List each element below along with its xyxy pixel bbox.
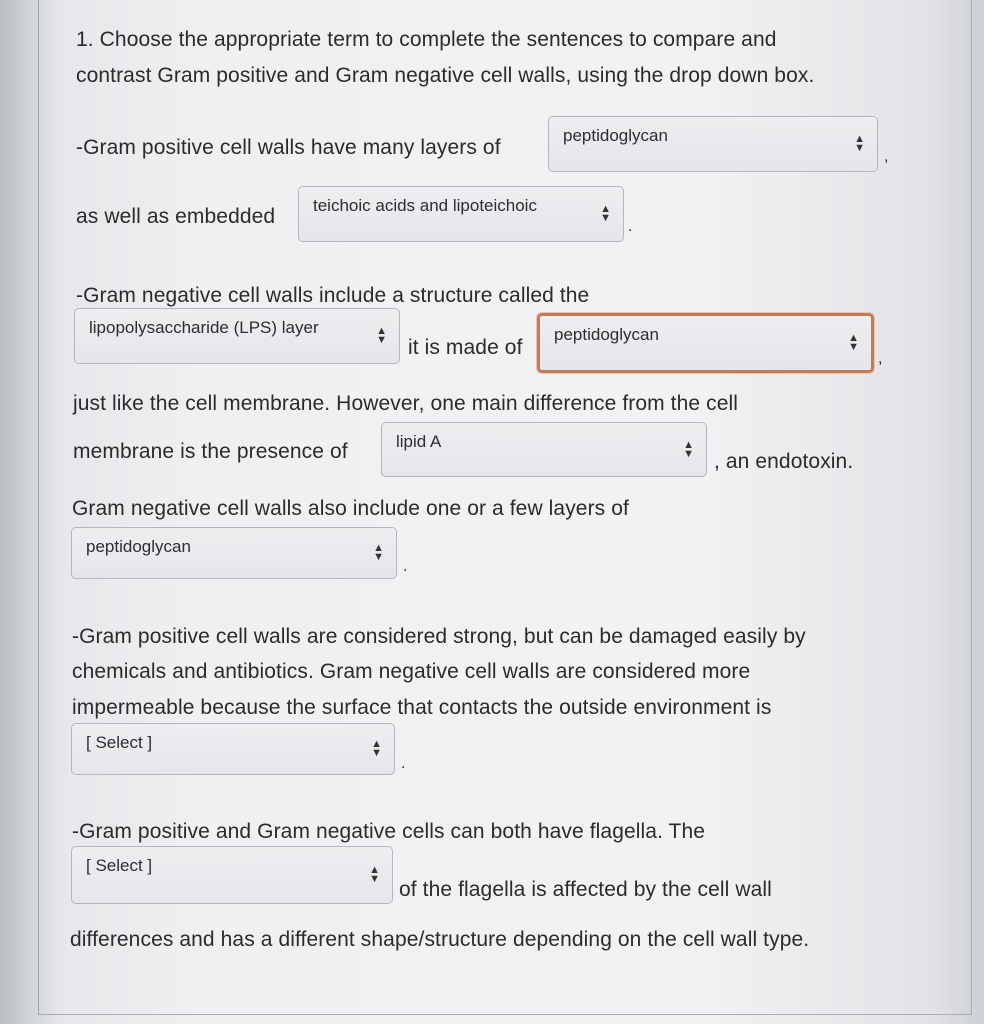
up-down-chevron-icon: ▲ ▼ [600, 203, 611, 224]
comma: , [884, 148, 889, 165]
dropdown-value: [ Select ] [86, 856, 153, 875]
period: . [401, 755, 406, 772]
sentence-2c: just like the cell membrane. However, one main difference from the cell [73, 392, 739, 415]
up-down-chevron-icon: ▲ ▼ [371, 738, 382, 759]
dropdown-endotoxin[interactable] [381, 422, 707, 477]
question-title-line2: contrast Gram positive and Gram negative cell walls, using the drop down box. [76, 64, 815, 87]
up-down-chevron-icon: ▲ ▼ [854, 133, 865, 154]
dropdown-value: peptidoglycan [86, 537, 191, 556]
sentence-1a: -Gram positive cell walls have many layers of [76, 136, 501, 159]
up-down-chevron-icon: ▲ ▼ [369, 864, 380, 885]
sentence-3b: chemicals and antibiotics. Gram negative cell walls are considered more [72, 660, 751, 683]
sentence-2d: membrane is the presence of [73, 440, 348, 463]
sentence-3c: impermeable because the surface that contacts the outside environment is [72, 696, 772, 719]
sentence-4b: of the flagella is affected by the cell wall [399, 878, 772, 901]
dropdown-embedded-acids[interactable] [298, 186, 624, 242]
sentence-2e: , an endotoxin. [714, 450, 854, 473]
up-down-chevron-icon: ▲ ▼ [376, 325, 387, 346]
dropdown-value: lipid A [396, 432, 442, 451]
up-down-chevron-icon: ▲ ▼ [848, 332, 859, 353]
sentence-2f: Gram negative cell walls also include one or a few layers of [72, 497, 629, 520]
sentence-2b: it is made of [408, 336, 523, 359]
sentence-4c: differences and has a different shape/structure depending on the cell wall type. [70, 928, 810, 951]
period: . [628, 218, 633, 235]
up-down-chevron-icon: ▲ ▼ [683, 438, 694, 460]
dropdown-lps-composition[interactable] [537, 313, 874, 373]
dropdown-gram-positive-layers[interactable] [548, 116, 878, 172]
dropdown-value: [ Select ] [86, 733, 153, 752]
sentence-2a: -Gram negative cell walls include a structure called the [76, 284, 590, 307]
dropdown-value: peptidoglycan [563, 126, 668, 145]
sentence-3a: -Gram positive cell walls are considered strong, but can be damaged easily by [72, 625, 806, 648]
comma: , [878, 350, 883, 367]
dropdown-gram-negative-layers[interactable] [71, 527, 397, 579]
sentence-1b: as well as embedded [76, 205, 276, 228]
period: . [403, 558, 408, 575]
dropdown-value: peptidoglycan [554, 325, 659, 344]
dropdown-flagella-part[interactable] [71, 846, 393, 904]
dropdown-value: lipopolysaccharide (LPS) layer [89, 318, 319, 337]
up-down-chevron-icon: ▲ ▼ [373, 542, 384, 563]
question-title-line1: 1. Choose the appropriate term to complete the sentences to compare and [76, 28, 777, 51]
dropdown-outer-surface[interactable] [71, 723, 395, 775]
dropdown-gram-negative-structure[interactable] [74, 308, 400, 364]
sentence-4a: -Gram positive and Gram negative cells can both have flagella. The [72, 820, 706, 843]
dropdown-value: teichoic acids and lipoteichoic [313, 196, 537, 215]
